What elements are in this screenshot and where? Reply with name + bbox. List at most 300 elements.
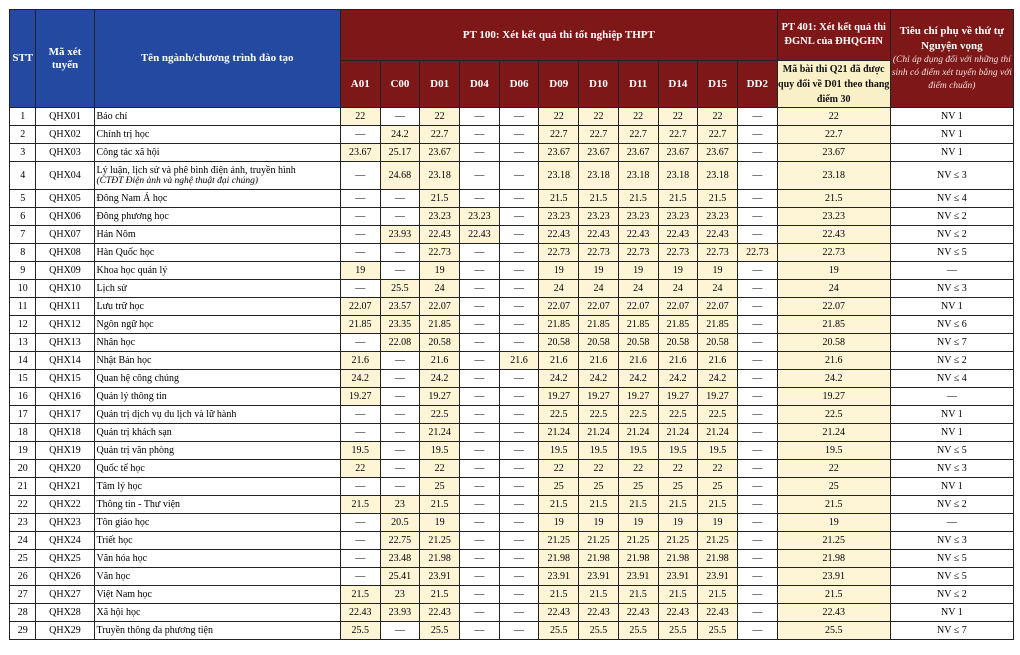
score-cell-d04: — [459, 586, 499, 604]
row-stt: 25 [10, 550, 36, 568]
score-cell-d09: 22 [539, 108, 579, 126]
score-cell-dd2: — [737, 460, 777, 478]
score-cell-d15: 22.07 [698, 298, 738, 316]
score-cell-dd2: 22.73 [737, 244, 777, 262]
row-ten-nganh-label: Tâm lý học [96, 481, 143, 492]
score-cell-d01: 22.43 [420, 604, 460, 622]
score-cell-dd2: — [737, 532, 777, 550]
score-cell-d09: 25.5 [539, 622, 579, 640]
row-ma-xet-tuyen: QHX17 [36, 406, 94, 424]
score-cell-c00: 24.2 [380, 126, 420, 144]
score-cell-d10: 24.2 [579, 370, 619, 388]
score-cell-dgnl: 21.5 [777, 190, 890, 208]
score-cell-d06: — [499, 144, 539, 162]
subject-code-header: D01 [420, 61, 460, 108]
score-cell-d14: 22 [658, 108, 698, 126]
row-nguyen-vong: NV ≤ 4 [890, 190, 1013, 208]
score-cell-dgnl: 21.5 [777, 586, 890, 604]
table-row [10, 622, 1014, 640]
row-nguyen-vong: NV 1 [890, 406, 1013, 424]
row-nguyen-vong: NV 1 [890, 126, 1013, 144]
row-stt: 4 [10, 162, 36, 190]
score-cell-d04: — [459, 460, 499, 478]
row-ma-xet-tuyen: QHX25 [36, 550, 94, 568]
score-cell-d14: 23.91 [658, 568, 698, 586]
score-cell-dd2: — [737, 334, 777, 352]
score-cell-d04: 23.23 [459, 208, 499, 226]
score-cell-c00: — [380, 622, 420, 640]
score-cell-d10: 19 [579, 514, 619, 532]
row-ma-xet-tuyen: QHX06 [36, 208, 94, 226]
row-ten-nganh-label: Quốc tế học [96, 463, 145, 474]
row-nguyen-vong: NV ≤ 6 [890, 316, 1013, 334]
row-stt: 16 [10, 388, 36, 406]
score-cell-a01: 21.85 [340, 316, 380, 334]
score-cell-d06: — [499, 316, 539, 334]
table-row [10, 244, 1014, 262]
score-cell-d09: 19 [539, 514, 579, 532]
score-cell-d01: 19.27 [420, 388, 460, 406]
score-cell-d15: 23.91 [698, 568, 738, 586]
table-row [10, 126, 1014, 144]
row-stt: 2 [10, 126, 36, 144]
row-stt: 14 [10, 352, 36, 370]
admission-score-table [9, 9, 1014, 640]
score-cell-d15: 21.5 [698, 586, 738, 604]
row-nguyen-vong: — [890, 514, 1013, 532]
score-cell-d09: 22.43 [539, 604, 579, 622]
row-ma-xet-tuyen: QHX02 [36, 126, 94, 144]
score-cell-c00: — [380, 190, 420, 208]
row-ten-nganh-label: Văn học [96, 571, 131, 582]
score-cell-d11: 24 [618, 280, 658, 298]
score-cell-a01: — [340, 568, 380, 586]
score-cell-d11: 21.25 [618, 532, 658, 550]
row-ten-nganh-label: Triết học [96, 535, 133, 546]
score-cell-d01: 24.2 [420, 370, 460, 388]
score-cell-d15: 22.7 [698, 126, 738, 144]
row-ten-nganh [94, 334, 340, 352]
score-cell-c00: 23.57 [380, 298, 420, 316]
table-row [10, 298, 1014, 316]
row-stt: 13 [10, 334, 36, 352]
header-stt: STT [10, 10, 36, 108]
score-cell-c00: — [380, 352, 420, 370]
table-row [10, 442, 1014, 460]
score-cell-d09: 23.67 [539, 144, 579, 162]
score-cell-dd2: — [737, 424, 777, 442]
row-stt: 18 [10, 424, 36, 442]
score-cell-a01: 21.5 [340, 586, 380, 604]
score-cell-d06: — [499, 496, 539, 514]
score-cell-d09: 21.25 [539, 532, 579, 550]
score-cell-d15: 25.5 [698, 622, 738, 640]
header-pt401: PT 401: Xét kết quả thi ĐGNL của ĐHQGHN [777, 10, 890, 61]
row-ma-xet-tuyen: QHX23 [36, 514, 94, 532]
score-cell-d06: — [499, 298, 539, 316]
score-cell-d06: — [499, 190, 539, 208]
score-cell-dd2: — [737, 496, 777, 514]
row-ma-xet-tuyen: QHX03 [36, 144, 94, 162]
subject-code-header: D09 [539, 61, 579, 108]
admission-score-table-container [9, 9, 1014, 640]
score-cell-dgnl: 22 [777, 460, 890, 478]
score-cell-a01: 19.27 [340, 388, 380, 406]
score-cell-d06: — [499, 334, 539, 352]
score-cell-d15: 22.43 [698, 226, 738, 244]
table-row [10, 568, 1014, 586]
score-cell-d15: 20.58 [698, 334, 738, 352]
row-ma-xet-tuyen: QHX16 [36, 388, 94, 406]
table-row [10, 162, 1014, 190]
row-stt: 11 [10, 298, 36, 316]
score-cell-dgnl: 23.23 [777, 208, 890, 226]
score-cell-d04: — [459, 622, 499, 640]
score-cell-d10: 23.23 [579, 208, 619, 226]
row-ma-xet-tuyen: QHX21 [36, 478, 94, 496]
score-cell-d11: 23.18 [618, 162, 658, 190]
row-stt: 19 [10, 442, 36, 460]
score-cell-dgnl: 24 [777, 280, 890, 298]
score-cell-d01: 23.91 [420, 568, 460, 586]
score-cell-a01: — [340, 226, 380, 244]
score-cell-d01: 24 [420, 280, 460, 298]
score-cell-d11: 21.5 [618, 586, 658, 604]
row-nguyen-vong: NV 1 [890, 478, 1013, 496]
score-cell-d01: 21.5 [420, 496, 460, 514]
row-ten-nganh-label: Ngôn ngữ học [96, 319, 154, 330]
score-cell-d06: — [499, 442, 539, 460]
score-cell-d11: 22.5 [618, 406, 658, 424]
score-cell-a01: — [340, 162, 380, 190]
score-cell-dgnl: 23.67 [777, 144, 890, 162]
score-cell-d14: 22.5 [658, 406, 698, 424]
score-cell-d10: 22.7 [579, 126, 619, 144]
score-cell-d14: 23.67 [658, 144, 698, 162]
row-stt: 12 [10, 316, 36, 334]
score-cell-a01: — [340, 334, 380, 352]
row-ten-nganh [94, 126, 340, 144]
score-cell-dgnl: 20.58 [777, 334, 890, 352]
score-cell-d14: 24.2 [658, 370, 698, 388]
score-cell-d09: 19 [539, 262, 579, 280]
row-ten-nganh-label: Đông phương học [96, 211, 169, 222]
row-ten-nganh [94, 298, 340, 316]
row-stt: 15 [10, 370, 36, 388]
row-nguyen-vong: NV ≤ 3 [890, 280, 1013, 298]
table-row [10, 532, 1014, 550]
score-cell-d09: 22.07 [539, 298, 579, 316]
score-cell-d09: 21.98 [539, 550, 579, 568]
score-cell-a01: — [340, 280, 380, 298]
score-cell-dgnl: 25.5 [777, 622, 890, 640]
score-cell-d10: 20.58 [579, 334, 619, 352]
score-cell-d01: 22.43 [420, 226, 460, 244]
score-cell-c00: — [380, 442, 420, 460]
score-cell-d01: 20.58 [420, 334, 460, 352]
subject-code-header: D15 [698, 61, 738, 108]
table-row [10, 478, 1014, 496]
score-cell-d09: 21.5 [539, 496, 579, 514]
score-cell-d15: 21.24 [698, 424, 738, 442]
row-ten-nganh [94, 442, 340, 460]
score-cell-dgnl: 22 [777, 108, 890, 126]
score-cell-d06: — [499, 244, 539, 262]
score-cell-a01: 21.6 [340, 352, 380, 370]
score-cell-d01: 21.5 [420, 586, 460, 604]
table-row [10, 586, 1014, 604]
score-cell-d15: 19 [698, 262, 738, 280]
table-row [10, 190, 1014, 208]
score-cell-dd2: — [737, 226, 777, 244]
score-cell-d04: — [459, 298, 499, 316]
score-cell-d01: 25.5 [420, 622, 460, 640]
row-ten-nganh [94, 388, 340, 406]
row-stt: 24 [10, 532, 36, 550]
row-stt: 29 [10, 622, 36, 640]
score-cell-d06: — [499, 406, 539, 424]
score-cell-d04: — [459, 496, 499, 514]
score-cell-a01: 22.43 [340, 604, 380, 622]
score-cell-d04: — [459, 604, 499, 622]
score-cell-dd2: — [737, 586, 777, 604]
row-stt: 23 [10, 514, 36, 532]
score-cell-d04: — [459, 370, 499, 388]
row-ten-nganh [94, 622, 340, 640]
score-cell-d10: 21.5 [579, 496, 619, 514]
score-cell-c00: — [380, 388, 420, 406]
score-cell-c00: 23 [380, 586, 420, 604]
table-row [10, 316, 1014, 334]
row-nguyen-vong: NV ≤ 5 [890, 244, 1013, 262]
score-cell-d09: 21.24 [539, 424, 579, 442]
score-cell-dd2: — [737, 442, 777, 460]
row-stt: 26 [10, 568, 36, 586]
row-ten-nganh-label: Tôn giáo học [96, 517, 150, 528]
score-cell-a01: 19.5 [340, 442, 380, 460]
score-cell-d01: 23.23 [420, 208, 460, 226]
header-pt100: PT 100: Xét kết quả thi tốt nghiệp THPT [340, 10, 777, 61]
table-row [10, 514, 1014, 532]
score-cell-d09: 21.85 [539, 316, 579, 334]
row-ten-nganh [94, 108, 340, 126]
score-cell-d04: — [459, 424, 499, 442]
table-row [10, 424, 1014, 442]
table-row [10, 280, 1014, 298]
score-cell-dgnl: 22.43 [777, 604, 890, 622]
row-ten-nganh [94, 352, 340, 370]
row-ma-xet-tuyen: QHX15 [36, 370, 94, 388]
score-cell-d09: 24 [539, 280, 579, 298]
score-cell-dd2: — [737, 550, 777, 568]
score-cell-a01: — [340, 550, 380, 568]
score-cell-d06: — [499, 532, 539, 550]
score-cell-d10: 22.73 [579, 244, 619, 262]
score-cell-d01: 22 [420, 460, 460, 478]
score-cell-c00: 23.93 [380, 226, 420, 244]
score-cell-d09: 22 [539, 460, 579, 478]
score-cell-dd2: — [737, 190, 777, 208]
score-cell-d01: 21.5 [420, 190, 460, 208]
row-stt: 5 [10, 190, 36, 208]
score-cell-d04: — [459, 280, 499, 298]
row-nguyen-vong: NV ≤ 3 [890, 162, 1013, 190]
row-ten-nganh [94, 424, 340, 442]
score-cell-c00: — [380, 406, 420, 424]
score-cell-dd2: — [737, 352, 777, 370]
row-ten-nganh [94, 478, 340, 496]
row-nguyen-vong: NV ≤ 2 [890, 586, 1013, 604]
score-cell-d14: 21.98 [658, 550, 698, 568]
row-ma-xet-tuyen: QHX08 [36, 244, 94, 262]
row-stt: 20 [10, 460, 36, 478]
row-ten-nganh-label: Thông tin - Thư viện [96, 499, 181, 510]
score-cell-dd2: — [737, 280, 777, 298]
score-cell-d14: 24 [658, 280, 698, 298]
score-cell-d04: — [459, 352, 499, 370]
score-cell-d11: 19.27 [618, 388, 658, 406]
score-cell-d10: 23.18 [579, 162, 619, 190]
score-cell-d04: — [459, 262, 499, 280]
score-cell-dd2: — [737, 162, 777, 190]
score-cell-c00: 22.75 [380, 532, 420, 550]
score-cell-dgnl: 21.25 [777, 532, 890, 550]
score-cell-d11: 25.5 [618, 622, 658, 640]
row-stt: 22 [10, 496, 36, 514]
row-ten-nganh [94, 280, 340, 298]
subject-code-header: D04 [459, 61, 499, 108]
score-cell-d10: 21.6 [579, 352, 619, 370]
score-cell-d06: 21.6 [499, 352, 539, 370]
row-ten-nganh [94, 604, 340, 622]
row-nguyen-vong: NV ≤ 2 [890, 496, 1013, 514]
row-ten-nganh-label: Công tác xã hội [96, 147, 160, 158]
row-ten-nganh-label: Lưu trữ học [96, 301, 144, 312]
score-cell-c00: 22.08 [380, 334, 420, 352]
row-ten-nganh-label: Quản trị khách sạn [96, 427, 172, 438]
row-nguyen-vong: NV 1 [890, 424, 1013, 442]
score-cell-dgnl: 21.6 [777, 352, 890, 370]
row-ten-nganh-label: Quản lý thông tin [96, 391, 167, 402]
score-cell-d14: 22 [658, 460, 698, 478]
score-cell-d01: 22.5 [420, 406, 460, 424]
score-cell-d06: — [499, 226, 539, 244]
table-row [10, 550, 1014, 568]
score-cell-dgnl: 24.2 [777, 370, 890, 388]
score-cell-dgnl: 21.5 [777, 496, 890, 514]
row-ten-nganh [94, 316, 340, 334]
score-cell-d01: 21.85 [420, 316, 460, 334]
score-cell-d01: 19 [420, 514, 460, 532]
score-cell-d15: 21.6 [698, 352, 738, 370]
score-cell-dgnl: 19 [777, 514, 890, 532]
row-ten-nganh [94, 406, 340, 424]
score-cell-d11: 22 [618, 108, 658, 126]
score-cell-a01: 19 [340, 262, 380, 280]
score-cell-d06: — [499, 622, 539, 640]
score-cell-a01: — [340, 190, 380, 208]
score-cell-a01: — [340, 406, 380, 424]
row-nguyen-vong: — [890, 262, 1013, 280]
score-cell-d14: 21.25 [658, 532, 698, 550]
score-cell-d09: 24.2 [539, 370, 579, 388]
score-cell-d06: — [499, 514, 539, 532]
score-cell-c00: — [380, 460, 420, 478]
score-cell-d14: 25.5 [658, 622, 698, 640]
score-cell-d09: 22.5 [539, 406, 579, 424]
score-cell-a01: — [340, 424, 380, 442]
score-cell-d15: 22.43 [698, 604, 738, 622]
row-ten-nganh [94, 460, 340, 478]
score-cell-d01: 25 [420, 478, 460, 496]
score-cell-d11: 19.5 [618, 442, 658, 460]
score-cell-dd2: — [737, 316, 777, 334]
score-cell-dgnl: 23.91 [777, 568, 890, 586]
score-cell-d10: 19.5 [579, 442, 619, 460]
score-cell-dd2: — [737, 604, 777, 622]
row-ten-nganh-subtitle: (CTĐT Điện ảnh và nghệ thuật đại chúng) [96, 175, 259, 186]
row-nguyen-vong: NV ≤ 2 [890, 226, 1013, 244]
table-row [10, 334, 1014, 352]
score-cell-d06: — [499, 586, 539, 604]
subject-code-header: D14 [658, 61, 698, 108]
score-cell-d10: 21.25 [579, 532, 619, 550]
score-cell-a01: 23.67 [340, 144, 380, 162]
row-ten-nganh [94, 496, 340, 514]
row-ten-nganh [94, 190, 340, 208]
score-cell-dd2: — [737, 622, 777, 640]
table-row [10, 604, 1014, 622]
row-ten-nganh-label: Quản trị dịch vụ du lịch và lữ hành [96, 409, 237, 420]
score-cell-d09: 19.5 [539, 442, 579, 460]
score-cell-d10: 19.27 [579, 388, 619, 406]
header-pt401-sub: Mã bài thi Q21 đã được quy đổi về D01 theo thang điểm 30 [777, 61, 890, 108]
row-ten-nganh-label: Quản trị văn phòng [96, 445, 174, 456]
row-ten-nganh-label: Lịch sử [96, 283, 127, 294]
score-cell-a01: — [340, 126, 380, 144]
row-stt: 9 [10, 262, 36, 280]
score-cell-d15: 22 [698, 108, 738, 126]
row-ma-xet-tuyen: QHX14 [36, 352, 94, 370]
score-cell-d11: 21.85 [618, 316, 658, 334]
row-ten-nganh-label: Khoa học quản lý [96, 265, 168, 276]
score-cell-dd2: — [737, 208, 777, 226]
score-cell-dgnl: 21.85 [777, 316, 890, 334]
row-ma-xet-tuyen: QHX12 [36, 316, 94, 334]
score-cell-d11: 19 [618, 514, 658, 532]
score-cell-a01: — [340, 478, 380, 496]
score-cell-d04: — [459, 162, 499, 190]
table-row [10, 352, 1014, 370]
score-cell-d06: — [499, 108, 539, 126]
score-cell-dd2: — [737, 126, 777, 144]
score-cell-dd2: — [737, 568, 777, 586]
score-cell-d11: 21.6 [618, 352, 658, 370]
score-cell-d11: 23.91 [618, 568, 658, 586]
score-cell-d06: — [499, 370, 539, 388]
row-ma-xet-tuyen: QHX01 [36, 108, 94, 126]
score-cell-d15: 23.23 [698, 208, 738, 226]
row-stt: 7 [10, 226, 36, 244]
score-cell-d09: 21.6 [539, 352, 579, 370]
score-cell-d09: 23.23 [539, 208, 579, 226]
score-cell-c00: 25.41 [380, 568, 420, 586]
score-cell-d11: 21.98 [618, 550, 658, 568]
table-body [10, 108, 1014, 640]
row-ma-xet-tuyen: QHX26 [36, 568, 94, 586]
score-cell-dgnl: 21.24 [777, 424, 890, 442]
score-cell-c00: 23 [380, 496, 420, 514]
